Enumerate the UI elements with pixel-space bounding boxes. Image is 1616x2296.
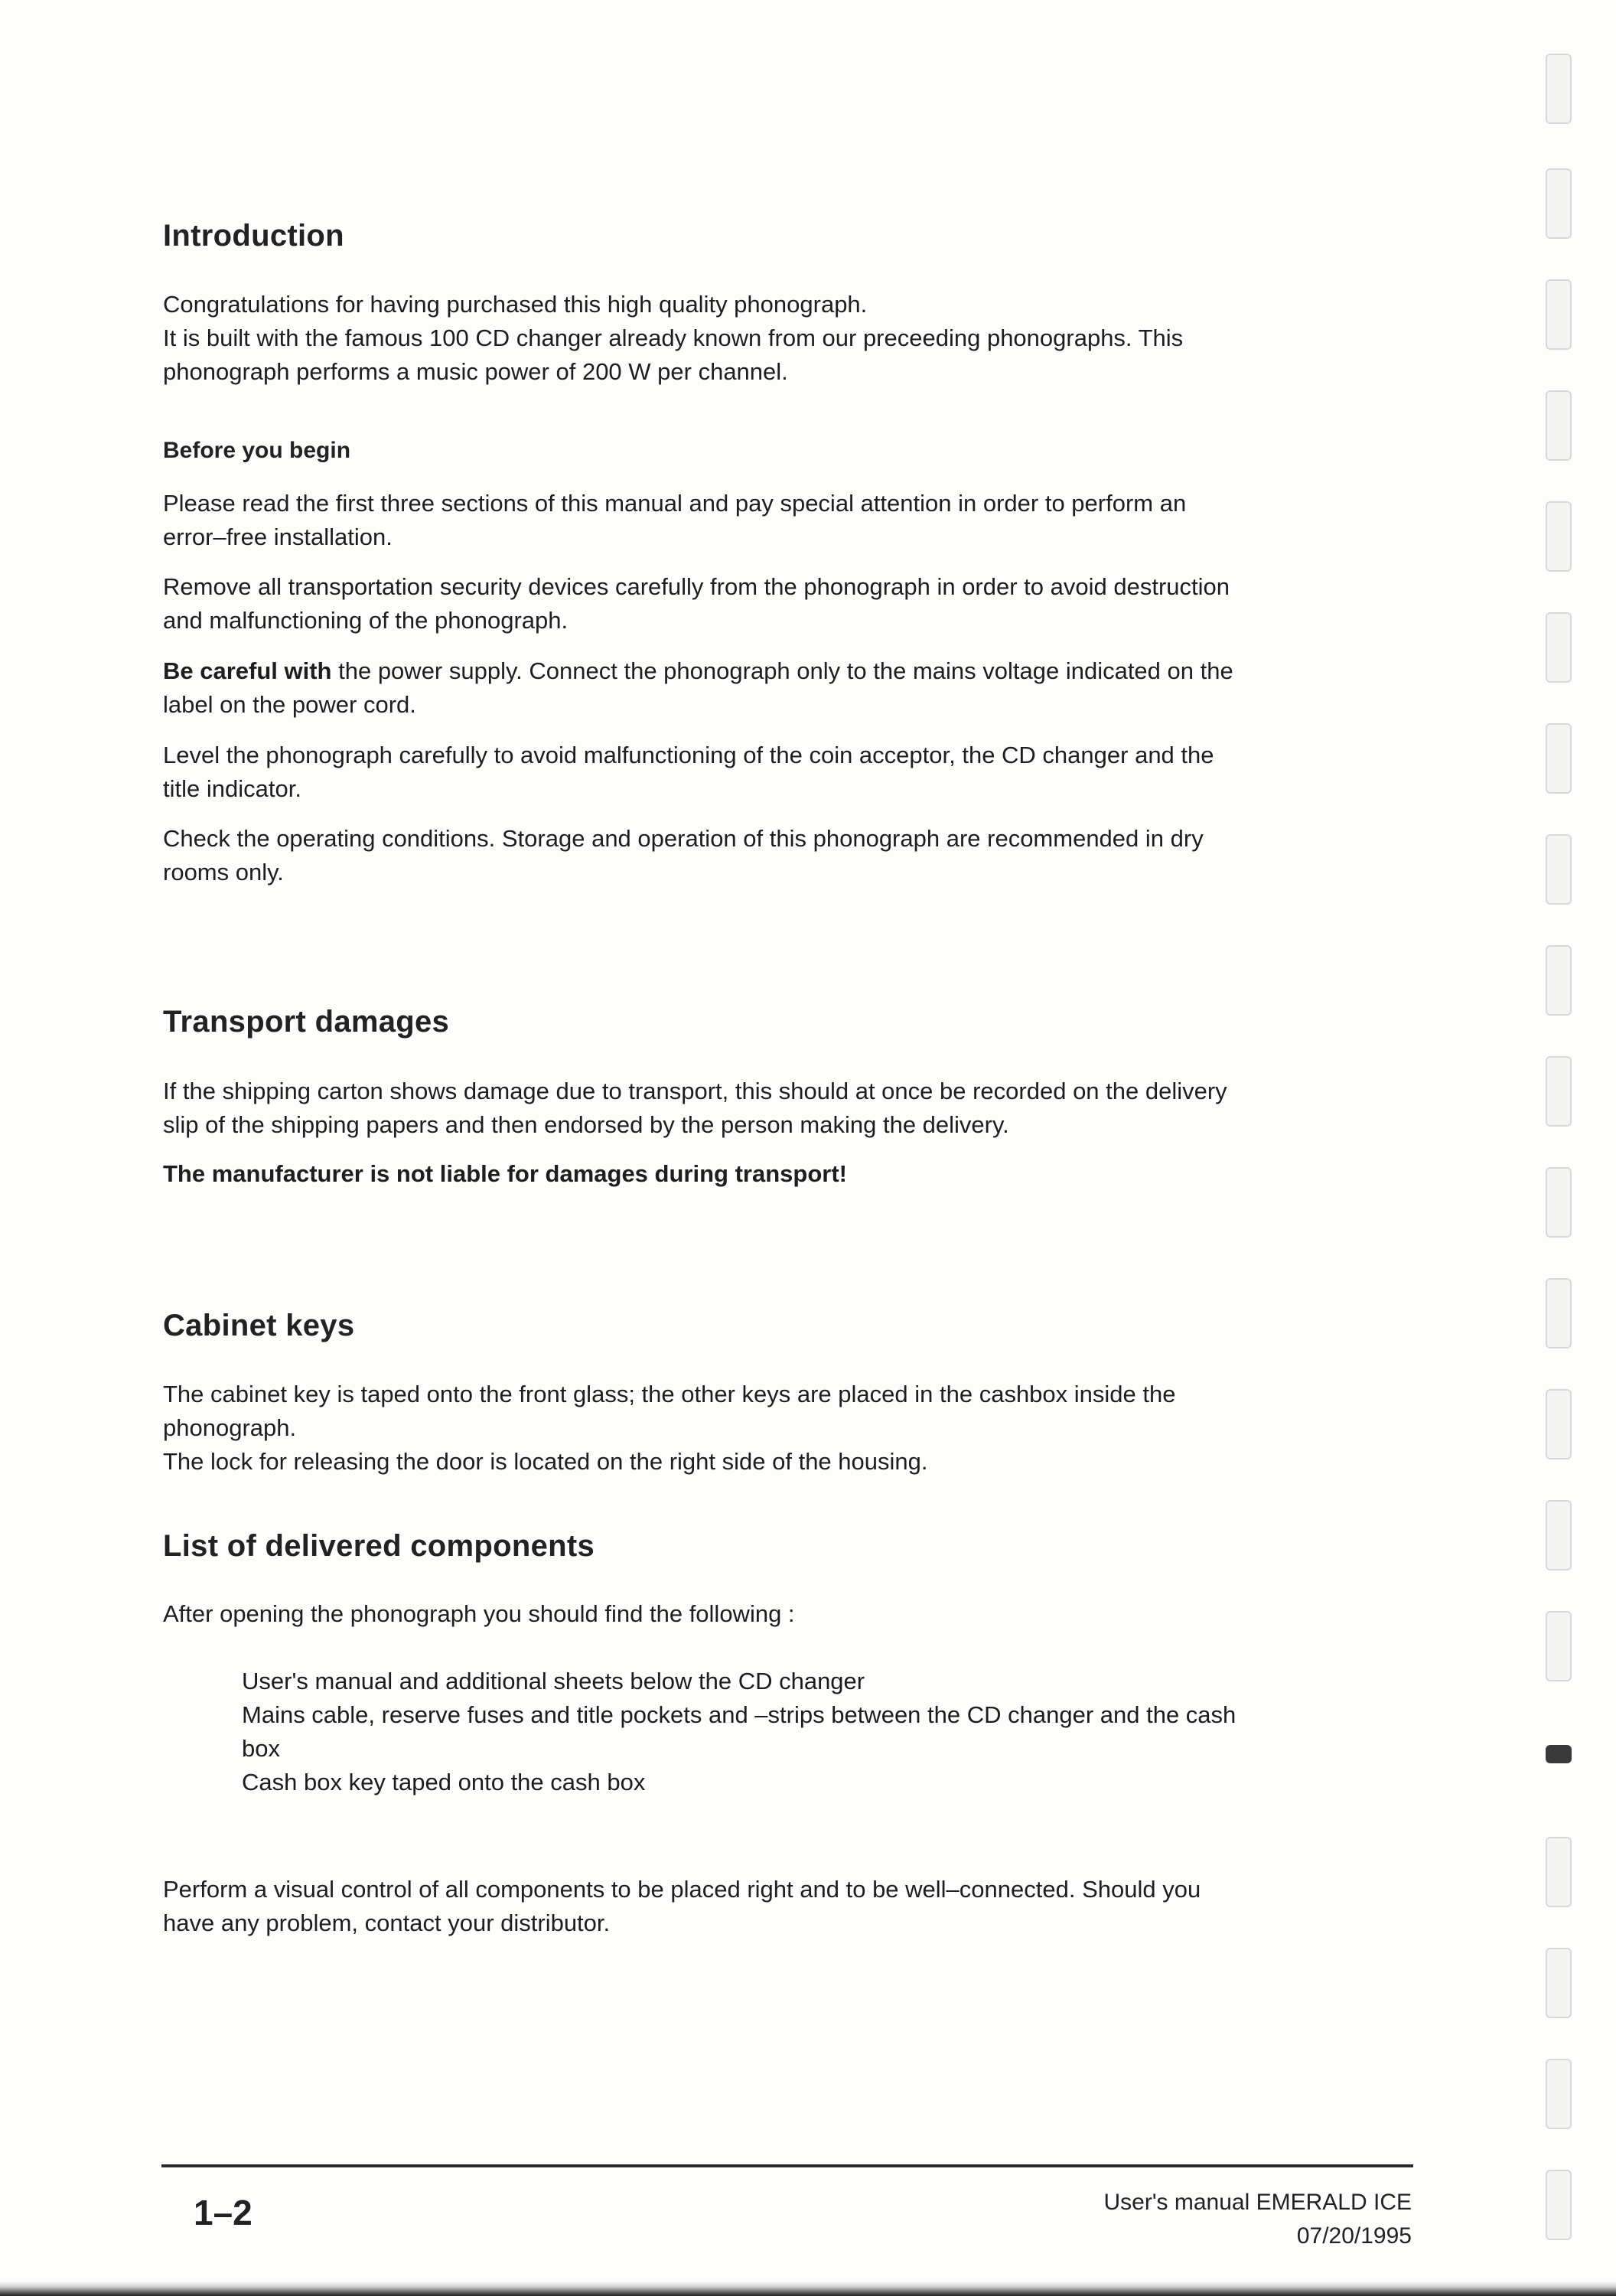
binder-tab [1546, 279, 1572, 350]
text-line: If the shipping carton shows damage due to transport, this should at once be recorded on the delivery [163, 1078, 1227, 1104]
begin-paragraph-1 [163, 487, 1418, 554]
text-line: It is built with the famous 100 CD changer already known from our preceeding phonographs. This [163, 325, 1184, 351]
begin-paragraph-5 [163, 822, 1418, 889]
intro-paragraph [163, 288, 1418, 389]
scan-bottom-edge [0, 2281, 1616, 2296]
components-closing [163, 1873, 1418, 1940]
binder-tab [1546, 168, 1572, 239]
footer-divider [161, 2164, 1413, 2167]
heading-introduction: Introduction [163, 219, 344, 253]
binder-tab [1546, 390, 1572, 461]
binder-tab [1546, 1278, 1572, 1349]
text-line: User's manual and additional sheets below the CD changer [242, 1668, 865, 1694]
binder-tabs [1546, 54, 1576, 2235]
binder-tab [1546, 723, 1572, 794]
footer-info [1103, 2186, 1412, 2253]
manual-date: 07/20/1995 [1296, 2223, 1412, 2249]
begin-paragraph-4 [163, 739, 1418, 806]
text-line: title indicator. [163, 775, 301, 802]
text-line: Level the phonograph carefully to avoid malfunctioning of the coin acceptor, the CD changer and the [163, 742, 1214, 768]
text-line: error–free installation. [163, 523, 393, 550]
text-line: Mains cable, reserve fuses and title pockets and –strips between the CD changer and the cash [242, 1701, 1236, 1728]
text-line: The cabinet key is taped onto the front glass; the other keys are placed in the cashbox inside the [163, 1381, 1176, 1407]
components-list [242, 1665, 1420, 1799]
transport-warning: The manufacturer is not liable for damages during transport! [163, 1160, 847, 1187]
text-line: Perform a visual control of all components to be placed right and to be well–connected. Should you [163, 1876, 1201, 1903]
manual-title: User's manual EMERALD ICE [1103, 2190, 1412, 2215]
heading-before-you-begin: Before you begin [163, 438, 351, 463]
heading-delivered-components: List of delivered components [163, 1529, 595, 1563]
binder-tab [1546, 1056, 1572, 1127]
page-number: 1–2 [194, 2193, 252, 2232]
components-intro: After opening the phonograph you should find the following : [163, 1600, 795, 1627]
binder-tab [1546, 1611, 1572, 1681]
text-line: slip of the shipping papers and then endorsed by the person making the delivery. [163, 1111, 1009, 1138]
binder-tab [1546, 1948, 1572, 2018]
text-line [163, 654, 1418, 688]
list-item [242, 1766, 1420, 1799]
binder-tab-current [1546, 1745, 1572, 1763]
text-line: phonograph. [163, 1414, 297, 1441]
binder-tab [1546, 834, 1572, 905]
text-line: Check the operating conditions. Storage and operation of this phonograph are recommended in dry [163, 825, 1204, 852]
text-line: box [242, 1735, 280, 1762]
text-span: the power supply. Connect the phonograph only to the mains voltage indicated on the [331, 657, 1233, 684]
text-line: The lock for releasing the door is located on the right side of the housing. [163, 1448, 928, 1475]
text-line: Cash box key taped onto the cash box [242, 1769, 646, 1795]
binder-tab [1546, 945, 1572, 1016]
text-line: label on the power cord. [163, 691, 416, 718]
binder-tab [1546, 1500, 1572, 1570]
heading-transport-damages: Transport damages [163, 1005, 450, 1039]
binder-tab [1546, 54, 1572, 124]
text-line: phonograph performs a music power of 200 W per channel. [163, 358, 788, 385]
cabinet-keys-paragraph [163, 1378, 1418, 1479]
heading-cabinet-keys: Cabinet keys [163, 1309, 355, 1342]
binder-tab [1546, 2059, 1572, 2129]
binder-tab [1546, 2170, 1572, 2240]
emphasis-text: Be careful with [163, 657, 332, 684]
text-line: Remove all transportation security devices carefully from the phonograph in order to avoid destruction [163, 573, 1230, 600]
list-item [242, 1665, 1420, 1698]
binder-tab [1546, 501, 1572, 572]
text-line: have any problem, contact your distributor. [163, 1910, 611, 1936]
binder-tab [1546, 1389, 1572, 1459]
text-line: and malfunctioning of the phonograph. [163, 607, 569, 634]
text-line: Congratulations for having purchased this high quality phonograph. [163, 291, 868, 318]
list-item [242, 1698, 1420, 1766]
transport-paragraph [163, 1075, 1418, 1142]
begin-paragraph-3 [163, 654, 1418, 722]
begin-paragraph-2 [163, 570, 1418, 638]
binder-tab [1546, 1167, 1572, 1238]
binder-tab [1546, 1837, 1572, 1907]
text-line: rooms only. [163, 859, 284, 885]
text-line: Please read the first three sections of this manual and pay special attention in order to perform an [163, 490, 1187, 517]
binder-tab [1546, 612, 1572, 683]
